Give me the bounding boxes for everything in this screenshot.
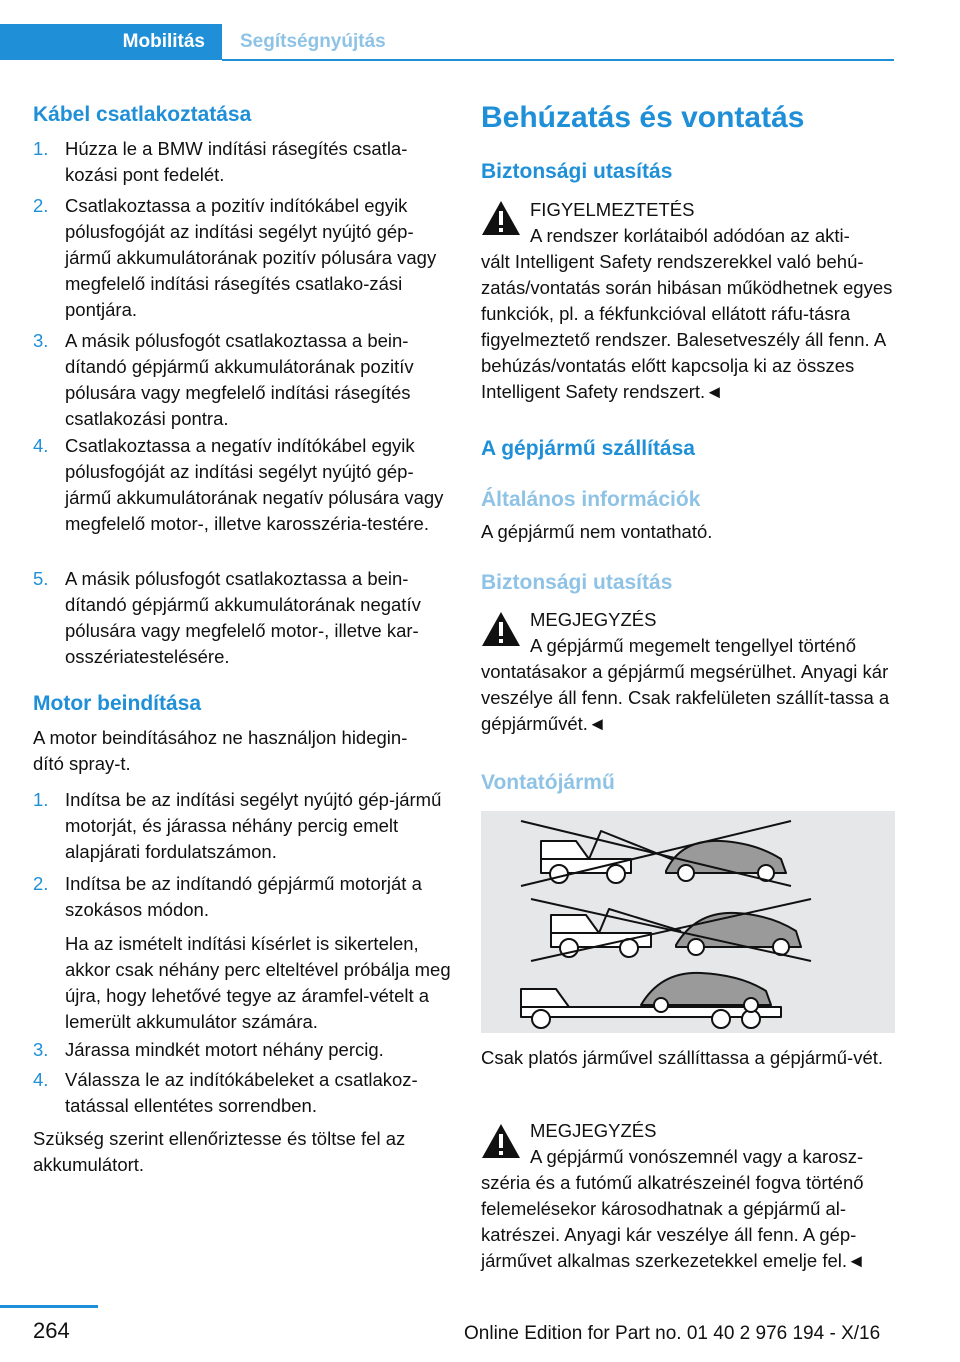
step-number: 1.	[33, 789, 49, 810]
step-number: 5.	[33, 568, 49, 589]
step-text: Csatlakoztassa a negatív indítókábel egyik pólusfogóját az indítási segélyt nyújtó gép-jármű akkumulátorának negatív pólusára vagy megfelelő motor-, illetve karosszéria-testére.	[65, 435, 444, 534]
step-text: Járassa mindkét motort néhány percig.	[65, 1039, 384, 1060]
cable-heading: Kábel csatlakoztatása	[33, 103, 252, 126]
step-text: Ha az ismételt indítási kísérlet is sikertelen, akkor csak néhány perc elteltével próbálja meg újra, hogy lehetővé tegye az áramfel-vételt a lemerült akkumulátor számára.	[65, 933, 451, 1032]
warning3-body: széria és a futómű alkatrészeinél fogva történő felemelésekor károsodhatnak a gépjármű al-katrészei. Anyagi kár veszélye áll fenn. A gép-járművet alkalmas szerkezetekkel emelje fel.◄	[481, 1172, 866, 1271]
closing-text: Szükség szerint ellenőriztesse és töltse fel az akkumulátort.	[33, 1128, 406, 1175]
step-number: 3.	[33, 1039, 49, 1060]
warning-triangle-icon	[481, 1123, 521, 1159]
step-text: Húzza le a BMW indítási rásegítés csatla-kozási pont fedelét.	[65, 138, 408, 185]
footer-rule	[0, 1305, 98, 1308]
step-number: 2.	[33, 873, 49, 894]
warning3-title: MEGJEGYZÉS	[530, 1120, 657, 1141]
towing-illustration	[481, 811, 895, 1033]
warning3-line1: A gépjármű vonószemnél vagy a karosz-	[530, 1146, 864, 1167]
engine-intro: A motor beindításához ne használjon hidegin-dító spray-t.	[33, 727, 408, 774]
warning2-line1: A gépjármű megemelt tengellyel történő	[530, 635, 856, 656]
engine-heading: Motor beindítása	[33, 692, 202, 715]
warning1-line1: A rendszer korlátaiból adódóan az akti-	[530, 225, 850, 246]
header	[0, 24, 894, 60]
tab-mobilitas[interactable]: Mobilitás	[0, 24, 222, 60]
general-text: A gépjármű nem vontatható.	[481, 521, 713, 542]
main-heading: Behúzatás és vontatás	[481, 101, 805, 134]
step-number: 3.	[33, 330, 49, 351]
warning-triangle-icon	[481, 200, 521, 236]
step-number: 1.	[33, 138, 49, 159]
safety-heading: Biztonsági utasítás	[481, 160, 673, 183]
general-heading: Általános információk	[481, 488, 701, 511]
tab-segitsegnyujtas[interactable]: Segítségnyújtás	[240, 31, 386, 52]
figure-caption: Csak platós járművel szállíttassa a gépjármű-vét.	[481, 1047, 884, 1068]
step-text: A másik pólusfogót csatlakoztassa a bein-dítandó gépjármű akkumulátorának negatív pólusára vagy megfelelő motor-, illetve kar-osszériatestelésére.	[65, 568, 421, 667]
warning2-title: MEGJEGYZÉS	[530, 609, 657, 630]
transport-heading: A gépjármű szállítása	[481, 437, 695, 460]
step-text: Csatlakoztassa a pozitív indítókábel egyik pólusfogóját az indítási segélyt nyújtó gép-jármű akkumulátorának pozitív pólusára vagy megfelelő indítási rásegítés csatlako-zási pontjára.	[65, 195, 437, 320]
page-number: 264	[33, 1318, 70, 1343]
edition-note: Online Edition for Part no. 01 40 2 976 194 - X/16	[464, 1323, 881, 1344]
step-text: Válassza le az indítókábeleket a csatlakoz-tatással ellentétes sorrendben.	[65, 1069, 418, 1116]
safety2-heading: Biztonsági utasítás	[481, 571, 673, 594]
step-text: Indítsa be az indítandó gépjármű motorját a szokásos módon.	[65, 873, 422, 920]
header-rule	[222, 59, 894, 61]
step-number: 4.	[33, 1069, 49, 1090]
warning1-title: FIGYELMEZTETÉS	[530, 199, 695, 220]
step-text: A másik pólusfogót csatlakoztassa a bein-dítandó gépjármű akkumulátorának pozitív pólusára vagy megfelelő indítási rásegítés csatlakozási pontra.	[65, 330, 414, 429]
warning2-body: vontatásakor a gépjármű megsérülhet. Anyagi kár veszélye áll fenn. Csak rakfelületen szállít-tassa a gépjárművét.◄	[481, 661, 890, 734]
step-number: 4.	[33, 435, 49, 456]
warning1-body: vált Intelligent Safety rendszerekkel való behú-zatás/vontatás során hibásan működhetnek egyes funkciók, pl. a fékfunkcióval ellátott ráfu-tásra figyelmeztető rendszer. Balesetveszély áll fenn. A behúzás/vontatás előtt kapcsolja ki az összes Intelligent Safety rendszert.◄	[481, 251, 893, 402]
step-text: Indítsa be az indítási segélyt nyújtó gép-jármű motorját, és járassa néhány percig emelt alapjárati fordulatszámon.	[65, 789, 442, 862]
tow-heading: Vontatójármű	[481, 771, 615, 794]
step-number: 2.	[33, 195, 49, 216]
warning-triangle-icon	[481, 611, 521, 647]
